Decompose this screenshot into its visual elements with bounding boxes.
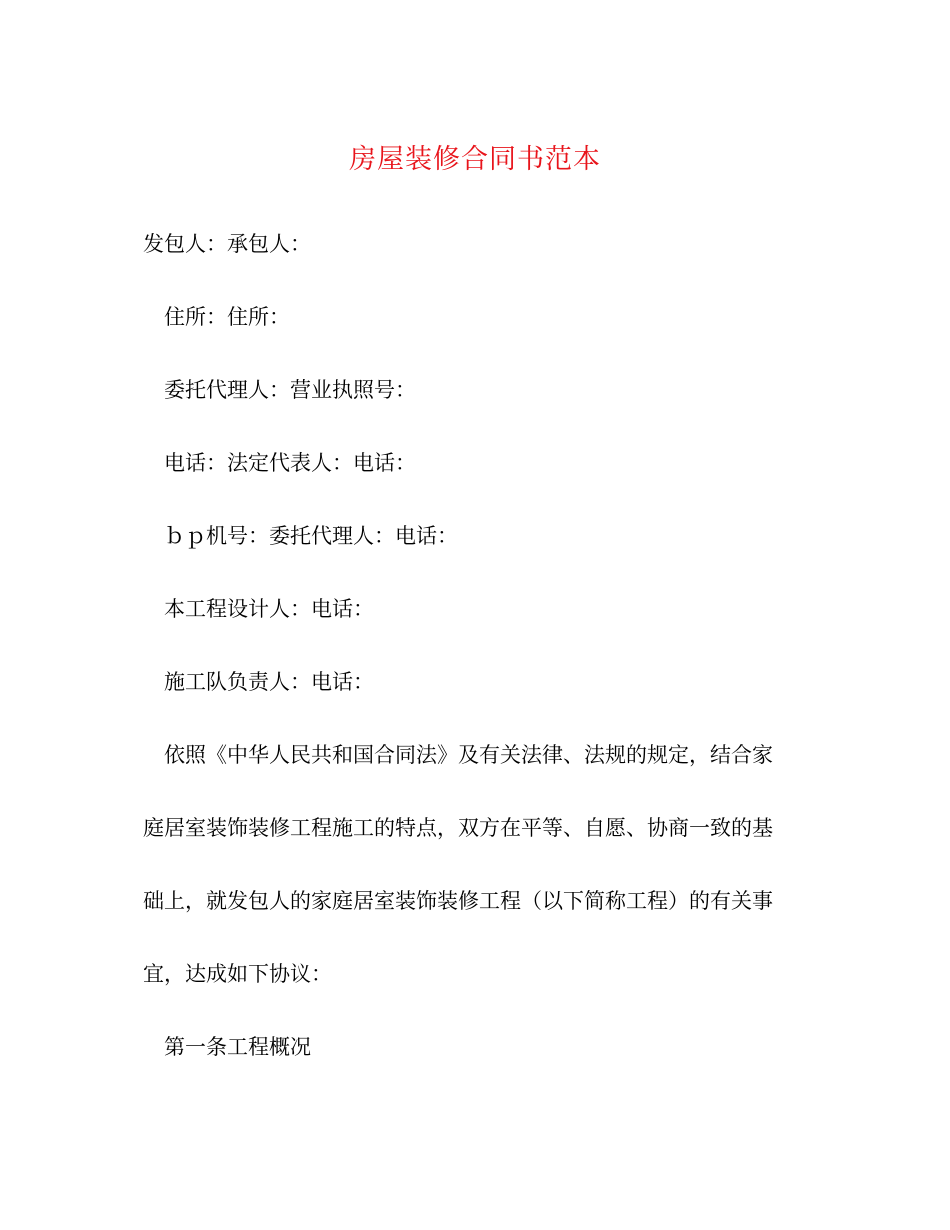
agreement-paragraph: [143, 737, 808, 992]
address-line: 住所：住所：: [164, 305, 290, 329]
document-body: [143, 226, 808, 1102]
designer-line: 本工程设计人：电话：: [164, 597, 374, 621]
section-heading: 第一条工程概况: [164, 1035, 311, 1059]
paragraph-line: 础上，就发包人的家庭居室装饰装修工程（以下简称工程）的有关事: [143, 889, 773, 913]
party-line: 发包人：承包人：: [143, 232, 311, 256]
phone-representative-line: 电话：法定代表人：电话：: [164, 451, 416, 475]
agent-license-line: 委托代理人：营业执照号：: [164, 378, 416, 402]
construction-lead-line: 施工队负责人：电话：: [164, 670, 374, 694]
pager-agent-line: ｂｐ机号：委托代理人：电话：: [164, 524, 458, 548]
document-title: 房屋装修合同书范本: [349, 144, 601, 175]
paragraph-line: 宜，达成如下协议：: [143, 962, 332, 986]
paragraph-line: 依照《中华人民共和国合同法》及有关法律、法规的规定，结合家: [164, 743, 773, 767]
paragraph-line: 庭居室装饰装修工程施工的特点，双方在平等、自愿、协商一致的基: [143, 816, 773, 840]
